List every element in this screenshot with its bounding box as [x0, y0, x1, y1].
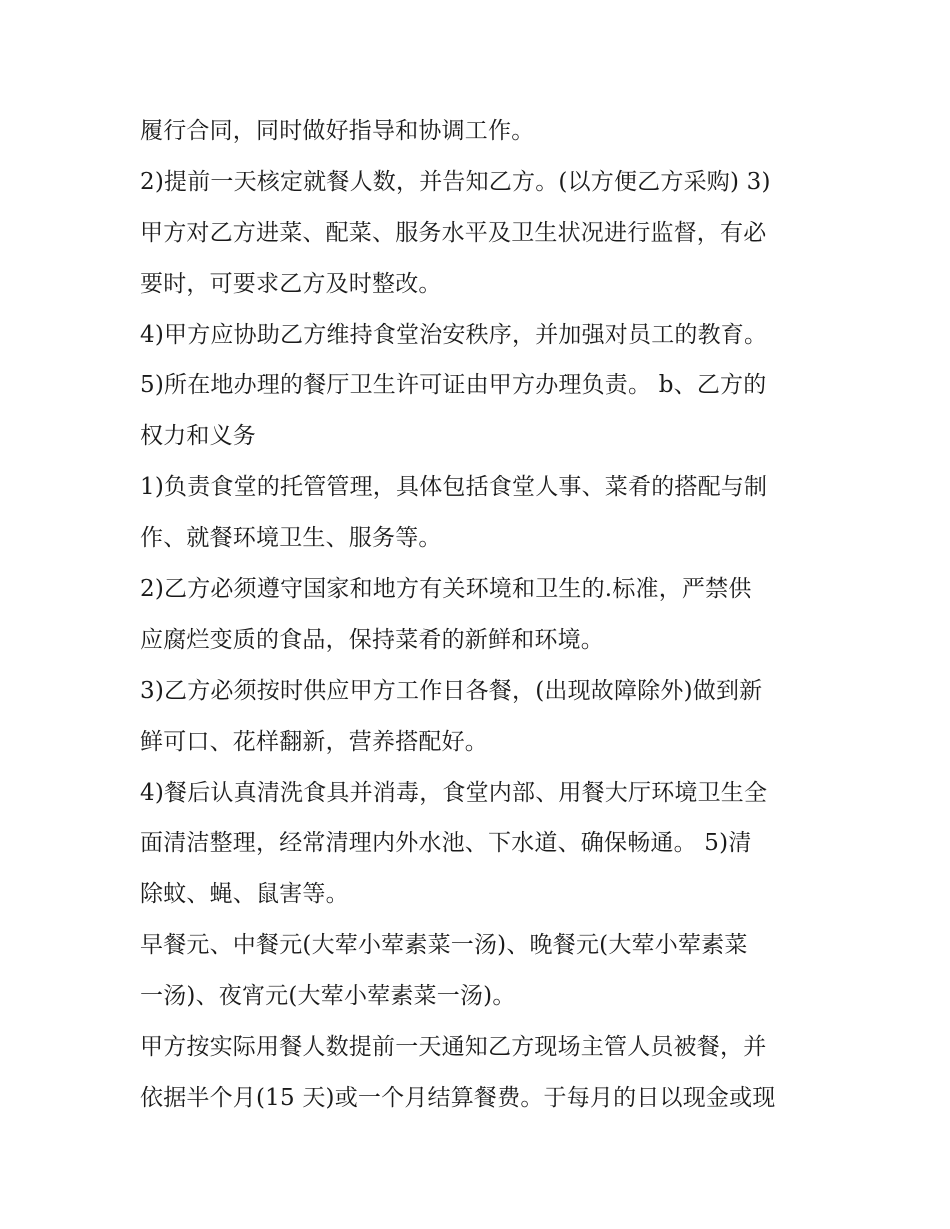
text-line: 履行合同，同时做好指导和协调工作。 — [140, 118, 535, 144]
text-line: 4)甲方应协助乙方维持食堂治安秩序，并加强对员工的教育。 — [140, 321, 768, 348]
text-line: 1)负责食堂的托管管理，具体包括食堂人事、菜肴的搭配与制 — [140, 474, 768, 501]
text-line: 一汤)、夜宵元(大荤小荤素菜一汤)。 — [140, 983, 516, 1010]
text-line: 早餐元、中餐元(大荤小荤素菜一汤)、晚餐元(大荤小荤素菜 — [140, 932, 748, 959]
text-line: 5)所在地办理的餐厅卫生许可证由甲方办理负责。 b、乙方的 — [140, 372, 767, 399]
text-line: 4)餐后认真清洗食具并消毒，食堂内部、用餐大厅环境卫生全 — [140, 779, 768, 806]
text-line: 面清洁整理，经常清理内外水池、下水道、确保畅通。 5)清 — [140, 830, 752, 857]
text-line: 除蚊、蝇、鼠害等。 — [140, 881, 349, 908]
text-line: 作、就餐环境卫生、服务等。 — [140, 525, 442, 552]
text-line: 2)乙方必须遵守国家和地方有关环境和卫生的.标准，严禁供 — [140, 576, 752, 603]
document-body — [140, 106, 820, 1124]
text-line: 权力和义务 — [140, 423, 256, 450]
text-line: 3)乙方必须按时供应甲方工作日各餐，(出现故障除外)做到新 — [140, 677, 763, 704]
text-line: 依据半个月(15 天)或一个月结算餐费。于每月的日以现金或现 — [140, 1084, 776, 1111]
text-line: 要时，可要求乙方及时整改。 — [140, 270, 442, 297]
text-line: 应腐烂变质的食品，保持菜肴的新鲜和环境。 — [140, 626, 604, 653]
text-line: 甲方按实际用餐人数提前一天通知乙方现场主管人员被餐，并 — [140, 1034, 767, 1061]
text-line: 2)提前一天核定就餐人数，并告知乙方。(以方便乙方采购) 3) — [140, 168, 771, 195]
text-line: 鲜可口、花样翻新，营养搭配好。 — [140, 728, 488, 755]
text-line: 甲方对乙方进菜、配菜、服务水平及卫生状况进行监督，有必 — [140, 219, 767, 246]
